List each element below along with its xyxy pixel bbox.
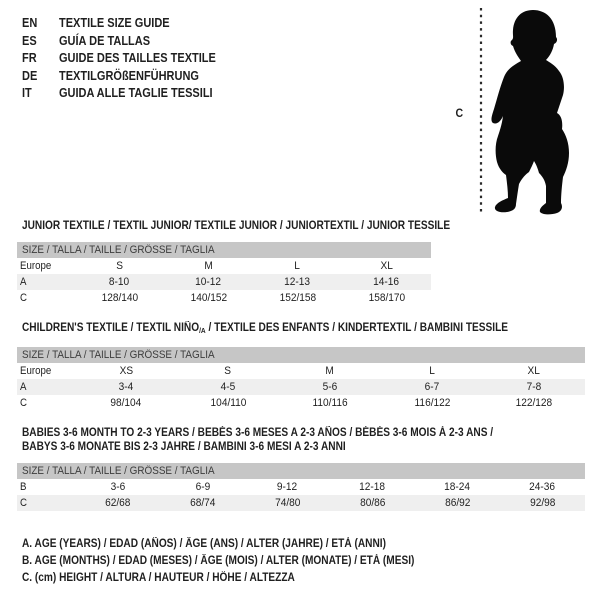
row-cell-text: XL xyxy=(527,365,541,377)
row-cell-text: 3-6 xyxy=(110,481,125,493)
row-cell-text: 92/98 xyxy=(529,497,556,509)
row-cell xyxy=(342,290,431,306)
row-cell xyxy=(253,258,342,274)
row-cell-text: 6-9 xyxy=(195,481,210,493)
row-cell xyxy=(279,363,381,379)
size-table xyxy=(17,321,585,411)
language-title xyxy=(59,50,237,68)
table-title xyxy=(22,219,451,233)
row-label-text: A xyxy=(20,381,27,393)
table-title-part: / TEXTILE DES ENFANTS / KINDERTEXTIL / BAMBINI TESSILE xyxy=(205,322,509,334)
row-cell-text: 12-18 xyxy=(359,481,386,493)
language-code xyxy=(22,85,59,103)
row-cell-text: 24-36 xyxy=(529,481,556,493)
height-label-c xyxy=(452,106,466,120)
table-title xyxy=(22,426,585,454)
row-cell-text: 116/122 xyxy=(414,397,450,409)
row-cell-text: 140/152 xyxy=(190,292,227,304)
row-cell-text: 122/128 xyxy=(515,397,553,409)
size-header-bar-text: SIZE / TALLA / TAILLE / GRÖSSE / TAGLIA xyxy=(22,465,215,477)
row-cell-text: 4-5 xyxy=(220,381,236,393)
table-row xyxy=(17,258,431,274)
table-title-text xyxy=(22,426,493,440)
language-code-text: DE xyxy=(22,68,38,83)
row-cell-text: 152/158 xyxy=(279,292,316,304)
row-cell-text: 7-8 xyxy=(526,381,542,393)
table-row xyxy=(17,495,585,511)
row-cell xyxy=(75,395,177,411)
row-cell-text: 104/110 xyxy=(210,397,246,409)
row-cell-text: 86/92 xyxy=(444,497,471,509)
row-cell-text: 5-6 xyxy=(322,381,338,393)
baby-silhouette-svg xyxy=(470,6,582,216)
footnote-text: B. AGE (MONTHS) / EDAD (MESES) / ÂGE (MOIS) / ALTER (MONATE) / ETÀ (MESI) xyxy=(22,555,415,567)
size-table xyxy=(17,219,451,306)
table-title-text xyxy=(22,440,346,454)
row-cell-text: 3-4 xyxy=(118,381,134,393)
row-label-text: Europe xyxy=(20,365,52,377)
row-label xyxy=(17,479,75,495)
row-label-text: A xyxy=(20,276,27,288)
row-cell-text: 74/80 xyxy=(274,497,301,509)
language-code-text: ES xyxy=(22,33,37,48)
footnote-text: A. AGE (YEARS) / EDAD (AÑOS) / ÂGE (ANS) / ALTER (JAHRE) / ETÀ (ANNI) xyxy=(22,538,386,550)
language-title xyxy=(59,33,162,51)
table-title-line xyxy=(22,440,585,454)
row-label xyxy=(17,379,75,395)
row-cell xyxy=(253,274,342,290)
table-title-text xyxy=(22,219,450,233)
baby-silhouette xyxy=(491,10,569,214)
size-header-bar-text: SIZE / TALLA / TAILLE / GRÖSSE / TAGLIA xyxy=(22,244,215,256)
row-cell-text: L xyxy=(294,260,301,272)
language-code-text: EN xyxy=(22,16,38,30)
size-table xyxy=(17,426,585,511)
table-title-line xyxy=(22,219,451,233)
table-title-subscript: /A xyxy=(199,326,206,335)
language-list xyxy=(22,15,237,103)
language-row xyxy=(22,15,237,33)
row-cell xyxy=(164,290,253,306)
row-label xyxy=(17,495,75,511)
row-label xyxy=(17,363,75,379)
row-cell-text: 8-10 xyxy=(109,276,130,288)
row-label-text: C xyxy=(20,397,27,409)
table-title-part: BABYS 3-6 MONATE BIS 2-3 JAHRE / BAMBINI 3-6 MESI A 2-3 ANNI xyxy=(22,441,346,453)
row-label-text: C xyxy=(20,292,27,304)
row-cell xyxy=(330,495,415,511)
row-cell-text: 128/140 xyxy=(101,292,138,304)
footnote-text: C. (cm) HEIGHT / ALTURA / HAUTEUR / HÖHE / ALTEZZA xyxy=(22,572,295,584)
language-code xyxy=(22,50,59,68)
row-label-text: Europe xyxy=(20,260,52,272)
row-cell-text: S xyxy=(224,365,232,377)
language-row xyxy=(22,50,237,68)
row-label xyxy=(17,395,75,411)
height-label-text: C xyxy=(455,106,463,120)
row-cell xyxy=(177,395,279,411)
row-cell-text: 62/68 xyxy=(104,497,131,509)
row-cell-text: 6-7 xyxy=(424,381,440,393)
row-cell xyxy=(483,395,585,411)
table-row xyxy=(17,290,431,306)
row-cell-text: M xyxy=(325,365,335,377)
language-title-text: GUIDE DES TAILLES TEXTILE xyxy=(59,51,216,65)
size-header-bar xyxy=(17,242,431,258)
table-title-line xyxy=(22,321,585,338)
language-title xyxy=(59,85,234,103)
table-row xyxy=(17,363,585,379)
table-row xyxy=(17,379,585,395)
row-cell xyxy=(253,290,342,306)
row-cell xyxy=(500,479,585,495)
row-cell xyxy=(342,274,431,290)
table-row xyxy=(17,395,585,411)
row-cell-text: 98/104 xyxy=(110,397,142,409)
row-cell xyxy=(483,363,585,379)
language-title xyxy=(59,68,218,86)
row-label-text: B xyxy=(20,481,27,493)
row-cell xyxy=(75,495,160,511)
row-cell xyxy=(415,479,500,495)
row-cell-text: L xyxy=(429,365,435,377)
table-title-part: BABIES 3-6 MONTH TO 2-3 YEARS / BEBÉS 3-6 MESES A 2-3 AÑOS / BÉBÉS 3-6 MOIS À 2-3 ANS / xyxy=(22,427,494,439)
row-cell xyxy=(342,258,431,274)
language-code xyxy=(22,15,59,33)
row-label xyxy=(17,274,75,290)
language-title-text: GUIDA ALLE TAGLIE TESSILI xyxy=(59,86,213,100)
row-label xyxy=(17,290,75,306)
row-cell-text: 10-12 xyxy=(195,276,222,288)
language-code-text: IT xyxy=(22,86,32,100)
language-code xyxy=(22,33,59,51)
language-title-text: GUÍA DE TALLAS xyxy=(59,33,151,48)
row-cell xyxy=(381,395,483,411)
row-cell xyxy=(177,363,279,379)
language-row xyxy=(22,68,237,86)
row-cell xyxy=(483,379,585,395)
row-cell xyxy=(75,274,164,290)
footnote xyxy=(22,553,468,570)
table-title-part: JUNIOR TEXTILE / TEXTIL JUNIOR/ TEXTILE JUNIOR / JUNIORTEXTIL / JUNIOR TESSILE xyxy=(22,220,451,232)
row-cell xyxy=(245,495,330,511)
row-cell-text: 158/170 xyxy=(368,292,405,304)
row-cell xyxy=(330,479,415,495)
footnotes xyxy=(22,536,468,587)
language-title-text: TEXTILE SIZE GUIDE xyxy=(59,16,170,30)
language-code-text: FR xyxy=(22,51,37,65)
language-row xyxy=(22,33,237,51)
size-header-bar xyxy=(17,463,585,479)
table-title-line xyxy=(22,426,585,440)
footnote xyxy=(22,536,468,553)
row-cell xyxy=(381,379,483,395)
baby-figure xyxy=(470,6,582,216)
table-title-text xyxy=(22,321,508,338)
row-cell-text: 110/116 xyxy=(312,397,348,409)
row-cell-text: 9-12 xyxy=(277,481,298,493)
row-cell-text: S xyxy=(116,260,123,272)
row-cell-text: XL xyxy=(380,260,393,272)
row-cell xyxy=(164,258,253,274)
row-cell-text: XS xyxy=(119,365,133,377)
table-row xyxy=(17,479,585,495)
row-label-text: C xyxy=(20,497,27,509)
language-title xyxy=(59,15,185,33)
row-cell xyxy=(177,379,279,395)
row-cell-text: 80/86 xyxy=(359,497,386,509)
row-cell-text: 14-16 xyxy=(373,276,400,288)
table-row xyxy=(17,274,431,290)
row-cell xyxy=(500,495,585,511)
row-cell xyxy=(75,479,160,495)
language-row xyxy=(22,85,237,103)
row-cell xyxy=(415,495,500,511)
row-cell xyxy=(75,290,164,306)
footnote xyxy=(22,570,468,587)
row-cell xyxy=(75,379,177,395)
row-cell xyxy=(279,395,381,411)
row-cell-text: M xyxy=(204,260,213,272)
row-cell xyxy=(279,379,381,395)
row-cell xyxy=(245,479,330,495)
language-code xyxy=(22,68,59,86)
row-cell-text: 18-24 xyxy=(444,481,471,493)
size-header-bar-text: SIZE / TALLA / TAILLE / GRÖSSE / TAGLIA xyxy=(22,349,215,361)
row-cell xyxy=(160,479,245,495)
size-tables xyxy=(17,219,585,511)
row-cell xyxy=(75,363,177,379)
row-cell xyxy=(381,363,483,379)
language-title-text: TEXTILGRÖßENFÜHRUNG xyxy=(59,68,199,83)
row-cell-text: 68/74 xyxy=(189,497,216,509)
size-header-bar xyxy=(17,347,585,363)
row-cell xyxy=(75,258,164,274)
table-title-part: CHILDREN'S TEXTILE / TEXTIL NIÑO xyxy=(22,322,200,334)
row-cell-text: 12-13 xyxy=(284,276,311,288)
row-label xyxy=(17,258,75,274)
row-cell xyxy=(160,495,245,511)
row-cell xyxy=(164,274,253,290)
table-title xyxy=(22,321,585,338)
